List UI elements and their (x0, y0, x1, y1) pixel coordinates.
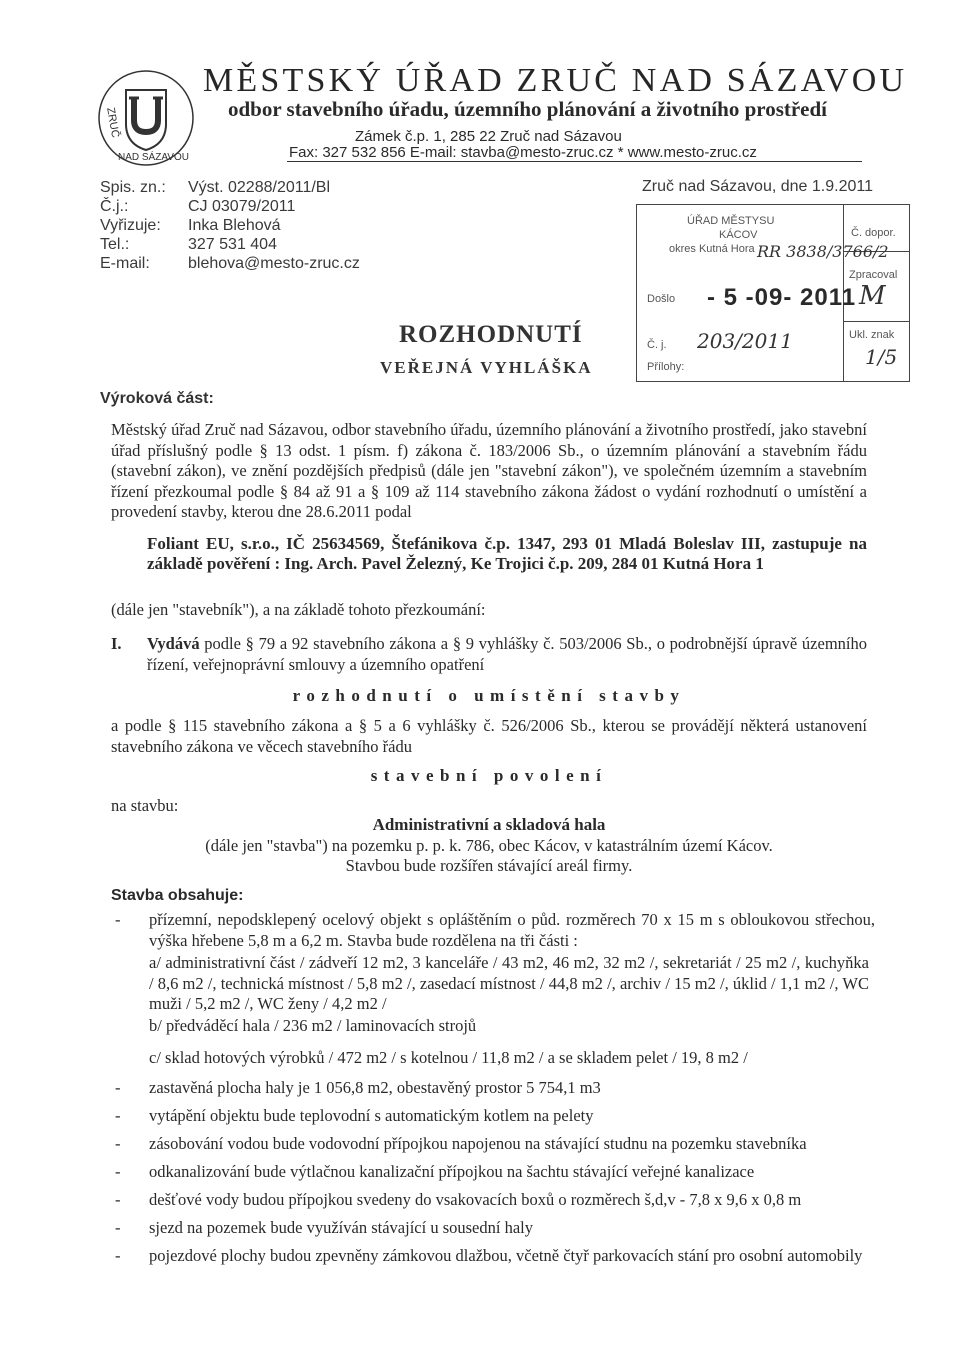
list-item-text: zásobování vodou bude vodovodní přípojkou napojenou na stávající studnu na pozemku stavebníka (149, 1134, 807, 1153)
receipt-stamp (636, 204, 910, 382)
place-and-date: Zruč nad Sázavou, dne 1.9.2011 (642, 178, 873, 195)
list-item-text: pojezdové plochy budou zpevněny zámkovou dlažbou, včetně čtyř parkovacích stání pro osobní automobily (149, 1246, 863, 1265)
applicant: Foliant EU, s.r.o., IČ 25634569, Štefánikova č.p. 1347, 293 01 Mladá Boleslav III, zastupuje na základě pověření : Ing. Arch. Pavel Železný, Ke Trojici č.p. 209, 284 01 Kutná Hora 1 (147, 534, 867, 573)
svg-text:NAD SÁZAVOU: NAD SÁZAVOU (118, 152, 189, 163)
list-item (115, 1246, 875, 1267)
meta-label: Vyřizuje: (100, 217, 161, 234)
list-item-text: vytápění objektu bude teplovodní s automatickým kotlem na pelety (149, 1106, 594, 1125)
stamp-handwritten-mark: 1/5 (865, 345, 898, 369)
stamp-office-line: ÚŘAD MĚSTYSU (687, 215, 775, 227)
meta-row (100, 197, 360, 216)
stamp-received-label: Došlo (647, 293, 676, 305)
office-name: MĚSTSKÝ ÚŘAD ZRUČ NAD SÁZAVOU (203, 62, 908, 99)
list-bullet: - (115, 1162, 121, 1181)
list-bullet: - (115, 910, 121, 929)
stamp-cj-label: Č. j. (647, 339, 667, 351)
item-body: podle § 79 a 92 stavebního zákona a § 9 vyhlášky č. 503/2006 Sb., o podrobnější úpravě územního řízení, veřejnoprávní smlouvy a územního opatření (147, 634, 867, 674)
list-item (115, 1134, 875, 1155)
legal-basis-paragraph: a podle § 115 stavebního zákona a § 5 a 6 vyhlášky č. 526/2006 Sb., kterou se provádějí některá ustanovení stavebního zákona ve věcech stavebního řádu (111, 716, 867, 756)
applicant-note: (dále jen "stavebník"), a na základě tohoto přezkoumání: (111, 600, 486, 619)
list-item-text: odkanalizování bude výtlačnou kanalizační přípojkou na šachtu stávající veřejné kanalizace (149, 1162, 755, 1181)
meta-row (100, 216, 360, 235)
svg-text:ZRUČ: ZRUČ (104, 106, 122, 139)
sub-item: a/ administrativní část / zádveří 12 m2, 3 kanceláře / 43 m2, 46 m2, 32 m2 /, sekretariát / 25 m2 /, kuchyňka / 8,6 m2 /, technická místnost / 5,8 m2 /, zasedací místnost / 44,8 m2 /, archiv / 15 m2 /, úklid / 1,1 m2 /, WC muži / 5,2 m2 /, WC ženy / 4,2 m2 / (149, 953, 869, 1013)
stamp-dopor-label: Č. dopor. (851, 227, 896, 239)
meta-value: Výst. 02288/2011/Bl (188, 179, 331, 196)
list-item-text: dešťové vody budou přípojkou svedeny do vsakovacích boxů o rozměrech š,d,v - 7,8 x 9,6 x 0,8 m (149, 1190, 802, 1209)
office-contact: Fax: 327 532 856 E-mail: stavba@mesto-zruc.cz * www.mesto-zruc.cz (289, 144, 757, 161)
stamp-processed-label: Zpracoval (849, 269, 898, 281)
building-name: Administrativní a skladová hala (372, 815, 606, 834)
item-one (111, 634, 867, 675)
meta-value: Inka Blehová (188, 217, 281, 234)
list-item-text: přízemní, nepodsklepený ocelový objekt s opláštěním o půd. rozměrech 70 x 15 m s obloukovou střechou, výška hřebene 5,8 m a 6,2 m. Stavba bude rozdělena na tři části : (149, 910, 875, 950)
list-bullet: - (115, 1218, 121, 1237)
stamp-handwritten-cj: 203/2011 (697, 329, 793, 353)
heading-location-decision: rozhodnutí o umístění stavby (292, 686, 686, 705)
stamp-office-line: okres Kutná Hora (669, 243, 755, 255)
meta-value: blehova@mesto-zruc.cz (188, 255, 360, 272)
contains-label: Stavba obsahuje: (111, 887, 244, 904)
file-metadata (100, 178, 360, 273)
list-bullet: - (115, 1078, 121, 1097)
list-bullet: - (115, 1134, 121, 1153)
meta-value: CJ 03079/2011 (188, 198, 296, 215)
stamp-handwritten-initials: M (859, 281, 886, 311)
sub-item: b/ předváděcí hala / 236 m2 / laminovacích strojů (149, 1016, 477, 1035)
document-subtitle: VEŘEJNÁ VYHLÁŠKA (380, 358, 593, 377)
document-title: ROZHODNUTÍ (399, 321, 583, 348)
stamp-attachments-label: Přílohy: (647, 361, 685, 373)
list-item-text: zastavěná plocha haly je 1 056,8 m2, obestavěný prostor 5 754,1 m3 (149, 1078, 601, 1097)
meta-value: 327 531 404 (188, 236, 277, 253)
meta-row (100, 178, 360, 197)
list-item-text: sjezd na pozemek bude využíván stávající u sousední haly (149, 1218, 533, 1237)
list-bullet: - (115, 1190, 121, 1209)
list-item (115, 1162, 875, 1183)
building-location: (dále jen "stavba") na pozemku p. p. k. 786, obec Kácov, v katastrálním území Kácov. (205, 836, 773, 855)
na-stavbu-label: na stavbu: (111, 796, 179, 815)
list-bullet: - (115, 1106, 121, 1125)
list-item (115, 910, 875, 951)
header-divider (287, 161, 862, 162)
sub-item: c/ sklad hotových výrobků / 472 m2 / s kotelnou / 11,8 m2 / a se skladem pelet / 19, 8 m2 / (149, 1048, 748, 1067)
stamp-handwritten-ref: RR 3838/3766/2 (757, 242, 889, 261)
item-one-text (147, 634, 867, 675)
stamp-divider (843, 321, 909, 322)
list-item (115, 1106, 875, 1127)
item-bold: Vydává (147, 634, 200, 653)
list-bullet: - (115, 1246, 121, 1265)
intro-paragraph: Městský úřad Zruč nad Sázavou, odbor stavebního úřadu, územního plánování a životního prostředí, jako stavební úřad příslušný podle § 13 odst. 1 písm. f) zákona č. 183/2006 Sb., o územním plánování a stavebním řádu (stavební zákon), ve znění pozdějších předpisů (dále jen "stavební zákon"), ve společném územním a stavebním řízení přezkoumal podle § 84 až 91 a § 109 až 114 stavebního zákona žádost o vydání rozhodnutí o umístění a provedení stavby, kterou dne 28.6.2011 podal (111, 420, 867, 521)
office-address: Zámek č.p. 1, 285 22 Zruč nad Sázavou (355, 128, 622, 145)
meta-label: Č.j.: (100, 198, 129, 215)
stamp-received-date: - 5 -09- 2011 (707, 284, 857, 311)
heading-building-permit: stavební povolení (370, 766, 608, 785)
meta-label: E-mail: (100, 255, 150, 272)
section-label: Výroková část: (100, 390, 214, 407)
list-item (115, 1078, 875, 1099)
department-name: odbor stavebního úřadu, územního plánování a životního prostředí (228, 97, 828, 121)
list-item (115, 1218, 875, 1239)
building-note: Stavbou bude rozšířen stávající areál firmy. (345, 856, 633, 875)
meta-label: Spis. zn.: (100, 179, 166, 196)
city-emblem (96, 68, 196, 168)
stamp-office-line: KÁCOV (719, 229, 758, 241)
list-item (115, 1190, 875, 1211)
meta-row (100, 254, 360, 273)
item-number: I. (111, 634, 122, 653)
stamp-file-mark-label: Ukl. znak (849, 329, 895, 341)
meta-label: Tel.: (100, 236, 130, 253)
meta-row (100, 235, 360, 254)
